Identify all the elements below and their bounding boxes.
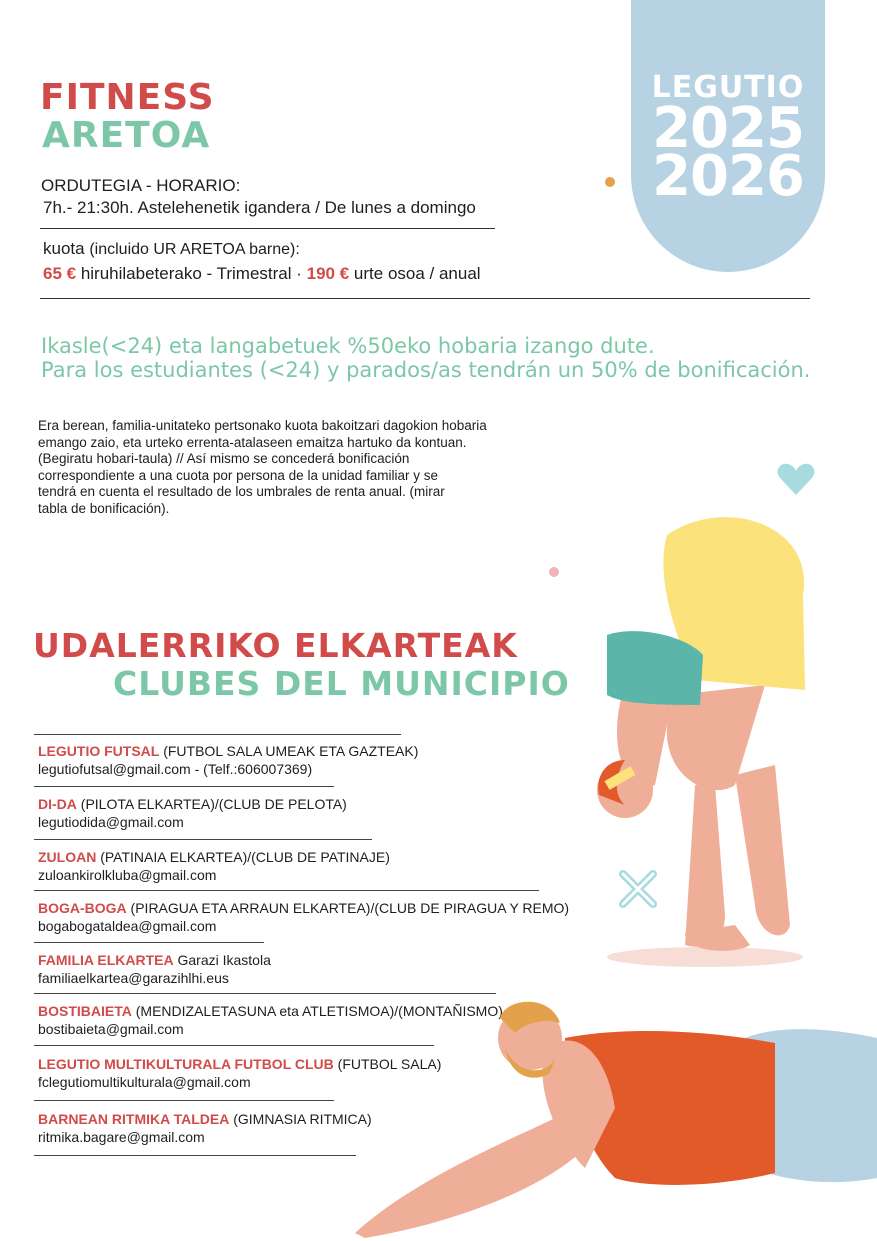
club-desc: Garazi Ikastola: [173, 952, 271, 968]
price-label: kuota: [43, 239, 85, 258]
club-desc: (GIMNASIA RITMICA): [229, 1111, 372, 1127]
club-item: [38, 899, 569, 935]
title-fitness: FITNESS: [40, 77, 215, 118]
info-line: (Begiratu hobari-taula) // Así mismo se concederá bonificación: [38, 451, 410, 466]
stretching-person-illustration: [585, 505, 810, 975]
badge-year-start: 2025: [652, 96, 804, 161]
divider: [40, 298, 810, 299]
info-line: correspondiente a una cuota por persona de la unidad familiar y se: [38, 467, 439, 483]
discount-text: [41, 334, 810, 382]
year-badge: [631, 0, 825, 272]
club-divider: [34, 1155, 356, 1156]
club-item: [38, 848, 390, 884]
club-contact[interactable]: bostibaieta@gmail.com: [38, 1021, 184, 1037]
club-divider: [34, 839, 372, 840]
clubs-title-es: CLUBES DEL MUNICIPIO: [113, 664, 570, 703]
price-note: (incluido UR ARETOA barne):: [89, 241, 300, 258]
club-contact[interactable]: legutiofutsal@gmail.com - (Telf.:606007369): [38, 761, 313, 777]
info-line: Era berean, familia-unitateko pertsonako kuota bakoitzari dagokion hobaria: [38, 418, 487, 433]
club-name: DI-DA: [38, 796, 77, 812]
club-desc: (FUTBOL SALA): [333, 1056, 442, 1072]
club-desc: (PIRAGUA ETA ARRAUN ELKARTEA)/(CLUB DE PIRAGUA Y REMO): [126, 900, 570, 916]
club-contact[interactable]: fclegutiomultikulturala@gmail.com: [38, 1074, 251, 1090]
discount-eu: Ikasle(<24) eta langabetuek %50eko hobaria izango dute.: [41, 334, 655, 358]
club-divider: [34, 734, 401, 735]
club-name: LEGUTIO FUTSAL: [38, 743, 160, 759]
schedule-heading: ORDUTEGIA - HORARIO:: [41, 176, 241, 195]
club-item: [38, 951, 271, 987]
club-contact[interactable]: zuloankirolkluba@gmail.com: [38, 867, 217, 883]
plank-person-illustration: [355, 998, 877, 1241]
club-divider: [34, 993, 496, 994]
price-values: [43, 264, 481, 284]
price-quarterly-desc: hiruhilabeterako - Trimestral ·: [80, 264, 302, 283]
pink-dot-decoration: [549, 567, 559, 577]
price-annual: 190 €: [306, 264, 350, 283]
title-aretoa: ARETOA: [42, 115, 211, 156]
price-annual-desc: urte osoa / anual: [353, 264, 481, 283]
club-contact[interactable]: legutiodida@gmail.com: [38, 814, 184, 830]
badge-year-end: 2026: [652, 144, 804, 209]
club-contact[interactable]: familiaelkartea@garazihlhi.eus: [38, 970, 229, 986]
club-name: BARNEAN RITMIKA TALDEA: [38, 1111, 230, 1127]
club-name: BOGA-BOGA: [38, 900, 127, 916]
club-desc: (PILOTA ELKARTEA)/(CLUB DE PELOTA): [76, 796, 347, 812]
club-name: FAMILIA ELKARTEA: [38, 952, 174, 968]
schedule-value: 7h.- 21:30h. Astelehenetik igandera / De lunes a domingo: [43, 198, 476, 217]
badge-place: LEGUTIO: [651, 70, 805, 105]
divider: [40, 228, 495, 229]
info-line: emango zaio, eta urteko errenta-atalaseen emaitza hartuko da kontuan.: [38, 434, 467, 450]
club-divider: [34, 942, 264, 943]
price-quarterly: 65 €: [43, 264, 77, 283]
orange-dot-decoration: [605, 177, 615, 187]
club-divider: [34, 1100, 334, 1101]
club-name: LEGUTIO MULTIKULTURALA FUTBOL CLUB: [38, 1056, 334, 1072]
club-name: BOSTIBAIETA: [38, 1003, 132, 1019]
club-divider: [34, 890, 539, 891]
price-heading: [43, 239, 300, 259]
discount-es: Para los estudiantes (<24) y parados/as tendrán un 50% de bonificación.: [41, 358, 811, 382]
club-desc: (FUTBOL SALA UMEAK ETA GAZTEAK): [159, 743, 419, 759]
club-item: [38, 795, 347, 831]
club-item: [38, 1110, 372, 1146]
club-desc: (MENDIZALETASUNA eta ATLETISMOA)/(MONTAÑISMO): [131, 1003, 503, 1019]
club-contact[interactable]: ritmika.bagare@gmail.com: [38, 1129, 205, 1145]
bonus-info-paragraph: [38, 418, 578, 517]
club-name: ZULOAN: [38, 849, 97, 865]
info-line: tendrá en cuenta el resultado de los umbrales de renta anual. (mirar: [38, 484, 445, 499]
info-line: tabla de bonificación).: [38, 500, 170, 516]
club-divider: [34, 786, 334, 787]
club-contact[interactable]: bogabogataldea@gmail.com: [38, 918, 217, 934]
club-item: [38, 742, 418, 778]
heart-icon: [777, 462, 815, 496]
club-desc: (PATINAIA ELKARTEA)/(CLUB DE PATINAJE): [96, 849, 390, 865]
clubs-title-eu: UDALERRIKO ELKARTEAK: [33, 626, 518, 665]
